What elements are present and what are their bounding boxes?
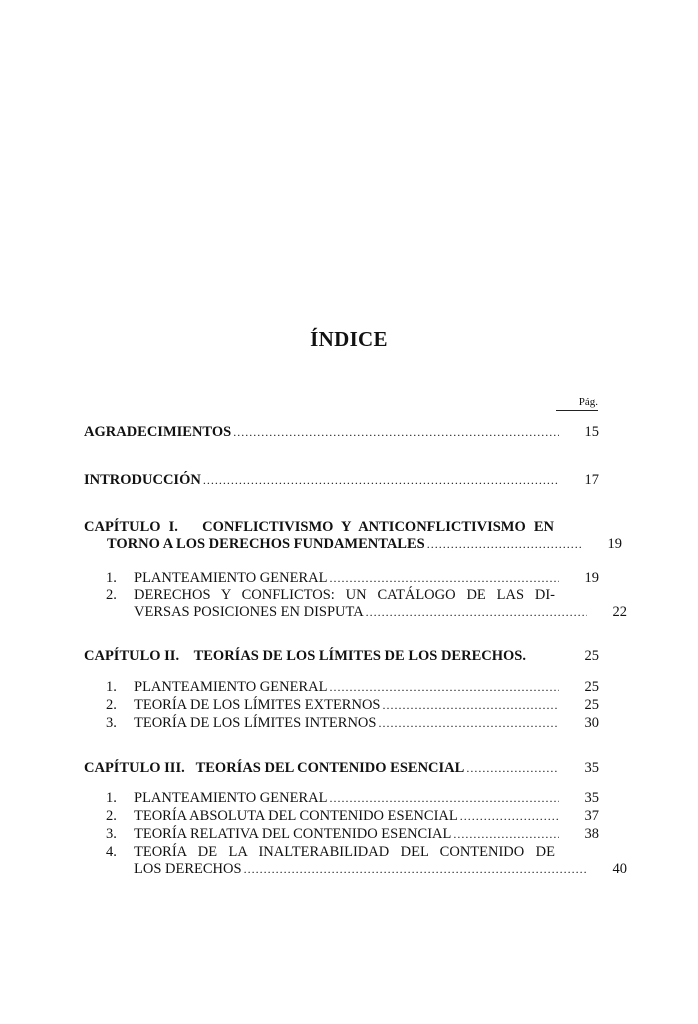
subentry-title-line1: DERECHOS Y CONFLICTOS: UN CATÁLOGO DE LAS DI- — [134, 587, 555, 603]
chapter-heading-line — [84, 519, 554, 536]
leader-dots — [383, 697, 560, 714]
toc-entry-introduccion[interactable] — [84, 472, 599, 489]
page-title: ÍNDICE — [310, 327, 388, 351]
entry-page-number: 15 — [584, 424, 599, 440]
subentry-title: PLANTEAMIENTO GENERAL — [134, 790, 328, 806]
toc-entry-agradecimientos[interactable] — [84, 424, 599, 441]
chapter-label: CAPÍTULO III. — [84, 760, 185, 776]
leader-dots — [453, 826, 559, 843]
chapter-title-line2: TORNO A LOS DERECHOS FUNDAMENTALES — [107, 536, 425, 552]
chapter-title: TEORÍAS DE LOS LÍMITES DE LOS DERECHOS. — [193, 648, 526, 664]
subentry-title-line1: TEORÍA DE LA INALTERABILIDAD DEL CONTENIDO DE — [134, 844, 555, 860]
subentry-title: TEORÍA DE LOS LÍMITES INTERNOS — [134, 715, 377, 731]
chapter-title-line1: CONFLICTIVISMO Y ANTICONFLICTIVISMO EN — [202, 519, 554, 535]
entry-page-number: 30 — [584, 715, 599, 731]
toc-subentry[interactable] — [106, 697, 599, 714]
chapter-label: CAPÍTULO II. — [84, 648, 180, 664]
subentry-title: PLANTEAMIENTO GENERAL — [134, 570, 328, 586]
entry-page-number: 25 — [584, 648, 599, 664]
toc-entry-chapter-2[interactable] — [84, 648, 599, 665]
toc-subentry[interactable] — [106, 570, 599, 587]
subentry-title: TEORÍA DE LOS LÍMITES EXTERNOS — [134, 697, 381, 713]
subentry-number: 1. — [106, 790, 117, 806]
leader-dots — [329, 679, 559, 696]
entry-page-number: 35 — [584, 790, 599, 806]
subentry-number: 1. — [106, 570, 117, 586]
entry-page-number: 38 — [584, 826, 599, 842]
entry-page-number: 25 — [584, 697, 599, 713]
chapter-heading-line — [84, 760, 464, 777]
subentry-title: TEORÍA ABSOLUTA DEL CONTENIDO ESENCIAL — [134, 808, 458, 824]
entry-page-number: 25 — [584, 679, 599, 695]
page-column-label: Pág. — [556, 396, 598, 411]
subentry-number: 3. — [106, 826, 117, 842]
leader-dots — [427, 536, 582, 553]
leader-dots — [203, 472, 559, 489]
toc-subentry[interactable] — [106, 808, 599, 825]
subentry-title: TEORÍA RELATIVA DEL CONTENIDO ESENCIAL — [134, 826, 452, 842]
subentry-number: 2. — [106, 587, 117, 603]
subentry-number: 1. — [106, 679, 117, 695]
subentry-title-line2: VERSAS POSICIONES EN DISPUTA — [134, 604, 364, 620]
toc-subentry[interactable] — [106, 826, 599, 843]
leader-dots — [378, 715, 559, 732]
subentry-number: 2. — [106, 697, 117, 713]
entry-page-number: 17 — [584, 472, 599, 488]
leader-dots — [329, 570, 559, 587]
chapter-heading-line — [84, 648, 526, 665]
toc-subentry[interactable] — [106, 790, 599, 807]
entry-page-number: 19 — [584, 570, 599, 586]
subentry-number: 2. — [106, 808, 117, 824]
entry-page-number: 37 — [584, 808, 599, 824]
chapter-title: TEORÍAS DEL CONTENIDO ESENCIAL — [195, 760, 465, 776]
entry-title: INTRODUCCIÓN — [84, 472, 201, 488]
entry-title: AGRADECIMIENTOS — [84, 424, 232, 440]
leader-dots — [460, 808, 559, 825]
subentry-title: PLANTEAMIENTO GENERAL — [134, 679, 328, 695]
chapter-label: CAPÍTULO I. — [84, 519, 178, 535]
toc-entry-chapter-3[interactable] — [84, 760, 599, 777]
leader-dots — [466, 760, 559, 777]
toc-subentry[interactable] — [106, 715, 599, 732]
subentry-title-line2: LOS DERECHOS — [134, 861, 242, 877]
toc-subentry[interactable] — [106, 844, 627, 878]
entry-page-number: 40 — [612, 861, 627, 877]
subentry-number: 3. — [106, 715, 117, 731]
toc-subentry[interactable] — [106, 587, 627, 621]
leader-dots — [366, 604, 587, 621]
leader-dots — [233, 424, 559, 441]
leader-dots — [244, 861, 587, 878]
toc-entry-chapter-1[interactable] — [84, 519, 622, 553]
entry-page-number: 35 — [584, 760, 599, 776]
leader-dots — [329, 790, 559, 807]
entry-page-number: 19 — [607, 536, 622, 552]
toc-subentry[interactable] — [106, 679, 599, 696]
entry-page-number: 22 — [612, 604, 627, 620]
subentry-number: 4. — [106, 844, 117, 860]
